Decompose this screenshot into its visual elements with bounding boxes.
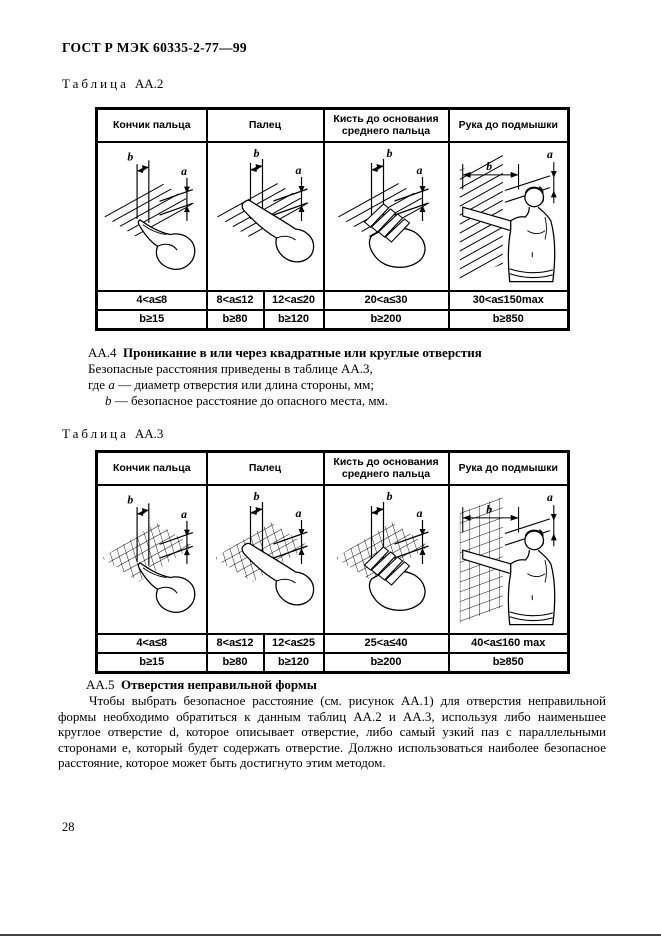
- illustration-cell: [324, 485, 449, 634]
- header-row: [97, 109, 569, 142]
- range-cell: 30<a≤150max: [449, 291, 569, 310]
- dim-a-label: a: [181, 164, 187, 178]
- dim-a-label: a: [295, 162, 301, 177]
- range-cell: 12<a≤25: [264, 634, 324, 653]
- range-cell: 8<a≤12: [207, 291, 264, 310]
- column-header-fingertip: Кончик пальца: [97, 452, 207, 485]
- section-title: Отверстия неправильной формы: [121, 677, 317, 692]
- dim-b-label: b: [386, 488, 392, 503]
- section-aa5-heading: [58, 677, 606, 693]
- column-header-arm: Рука до подмышки: [449, 109, 569, 142]
- fingertip-slot-illustration: [98, 143, 206, 288]
- dim-a-label: a: [416, 505, 422, 520]
- dim-a-label: a: [295, 505, 301, 520]
- desc-a: — диаметр отверстия или длина стороны, мм;: [118, 377, 374, 392]
- fingertip-figure: [138, 220, 194, 269]
- var-a: а: [108, 377, 115, 392]
- column-header-arm: Рука до подмышки: [449, 452, 569, 485]
- dim-b-label: b: [253, 488, 259, 503]
- document-header: ГОСТ Р МЭК 60335-2-77—99: [62, 40, 247, 55]
- section-aa4: [58, 345, 606, 409]
- section-aa4-heading: [58, 345, 606, 361]
- dim-b-label: b: [253, 145, 259, 160]
- definition-a: [58, 377, 606, 393]
- illustration-cell: [324, 142, 449, 291]
- desc-b: — безопасное расстояние до опасного места, мм.: [114, 393, 389, 408]
- illustration-cell: [207, 142, 324, 291]
- arm-wall-illustration: [450, 143, 568, 288]
- illustration-row: [97, 142, 569, 291]
- column-header-fingertip: Кончик пальца: [97, 109, 207, 142]
- distance-cell: b≥80: [207, 653, 264, 673]
- dim-a-label: a: [546, 490, 553, 504]
- where-word: где: [88, 377, 106, 392]
- safety-distance-table-aa2: [95, 107, 570, 331]
- distance-cell: b≥120: [264, 653, 324, 673]
- caption-number: АА.2: [134, 76, 164, 91]
- section-aa4-intro: Безопасные расстояния приведены в таблице АА.3,: [88, 361, 373, 376]
- section-title: Проникание в или через квадратные или круглые отверстия: [123, 345, 482, 360]
- range-cell: 25<a≤40: [324, 634, 449, 653]
- opening-range-row: [97, 634, 569, 653]
- dim-b-label: b: [485, 159, 492, 173]
- illustration-cell: [449, 485, 569, 634]
- distance-cell: b≥80: [207, 310, 264, 330]
- caption-number: АА.3: [134, 426, 164, 441]
- page-number: 28: [62, 820, 75, 834]
- section-number: АА.4: [88, 345, 117, 360]
- distance-cell: b≥200: [324, 310, 449, 330]
- column-header-hand: Кисть до основания среднего пальца: [324, 109, 449, 142]
- distance-cell: b≥15: [97, 310, 207, 330]
- header-row: [97, 452, 569, 485]
- range-cell: 40<a≤160 max: [449, 634, 569, 653]
- illustration-row: [97, 485, 569, 634]
- opening-range-row: [97, 291, 569, 310]
- caption-word: Таблица: [62, 76, 129, 91]
- column-header-hand: Кисть до основания среднего пальца: [324, 452, 449, 485]
- hand-mesh-illustration: [325, 486, 448, 631]
- column-header-finger: Палец: [207, 109, 324, 142]
- dim-b-label: b: [127, 150, 134, 164]
- distance-cell: b≥850: [449, 653, 569, 673]
- distance-cell: b≥200: [324, 653, 449, 673]
- fingertip-figure: [138, 563, 194, 612]
- table-caption-aa2: [62, 76, 163, 92]
- dim-a-label: a: [546, 147, 553, 161]
- dim-a-label: a: [181, 507, 187, 521]
- illustration-cell: [97, 142, 207, 291]
- hand-figure: [364, 204, 425, 267]
- distance-cell: b≥850: [449, 310, 569, 330]
- var-b: b: [105, 393, 112, 408]
- dim-b-label: b: [485, 502, 492, 516]
- arm-mesh-wall-illustration: [450, 486, 568, 631]
- dim-b-label: b: [386, 145, 392, 160]
- hand-figure: [364, 547, 425, 610]
- definition-b: [58, 393, 606, 409]
- column-header-finger: Палец: [207, 452, 324, 485]
- safety-distance-table-aa3: [95, 450, 570, 674]
- range-cell: 4<a≤8: [97, 291, 207, 310]
- dim-a-label: a: [416, 162, 422, 177]
- illustration-cell: [449, 142, 569, 291]
- range-cell: 20<a≤30: [324, 291, 449, 310]
- range-cell: 12<a≤20: [264, 291, 324, 310]
- distance-cell: b≥15: [97, 653, 207, 673]
- table-caption-aa3: [62, 426, 163, 442]
- safe-distance-row: [97, 310, 569, 330]
- range-cell: 4<a≤8: [97, 634, 207, 653]
- illustration-cell: [207, 485, 324, 634]
- section-aa5-body: Чтобы выбрать безопасное расстояние (см. рисунок АА.1) для отверстия неправильной формы необходимо обратиться к данным таблиц АА.2 и АА.3, используя либо наименьшее круглое отверстие d, которое описывает отверстие, либо самый узкий паз с параллельными сторонами е, который будет содержать отверстие. Должно использоваться наиболее безопасное расстояние, которое может быть достигнуто этим методом.: [58, 693, 606, 771]
- illustration-cell: [97, 485, 207, 634]
- dim-b-label: b: [127, 493, 134, 507]
- range-cell: 8<a≤12: [207, 634, 264, 653]
- section-aa5: [58, 677, 606, 771]
- finger-slot-illustration: [208, 143, 323, 288]
- distance-cell: b≥120: [264, 310, 324, 330]
- section-number: АА.5: [86, 677, 115, 692]
- fingertip-mesh-illustration: [98, 486, 206, 631]
- caption-word: Таблица: [62, 426, 129, 441]
- safe-distance-row: [97, 653, 569, 673]
- finger-mesh-illustration: [208, 486, 323, 631]
- hand-slot-illustration: [325, 143, 448, 288]
